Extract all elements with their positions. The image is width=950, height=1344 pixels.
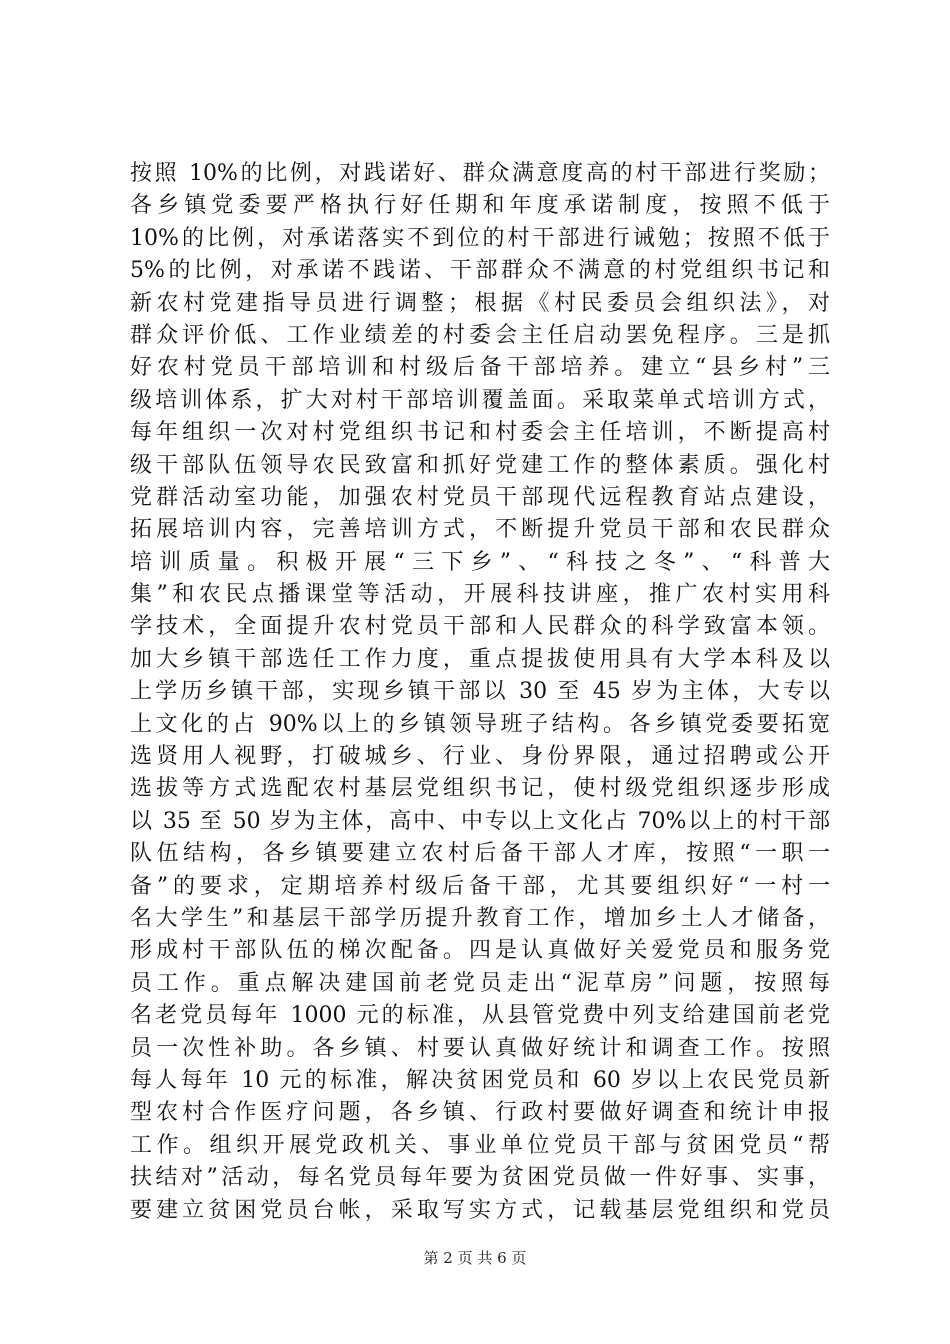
text-line: 级培训体系，扩大对村干部培训覆盖面。采取菜单式培训方式， [130,387,830,413]
body-text [130,158,830,1227]
text-line: 名老党员每年 1000 元的标准，从县管党费中列支给建国前老党 [130,1003,830,1029]
text-line: 学技术，全面提升农村党员干部和人民群众的科学致富本领。 [130,614,830,640]
text-line: 队伍结构，各乡镇要建立农村后备干部人才库，按照“一职一 [130,841,830,867]
text-line: 工作。组织开展党政机关、事业单位党员干部与贫困党员“帮 [130,1132,830,1158]
text-line: 10%的比例，对承诺落实不到位的村干部进行诫勉；按照不低于 [130,225,830,251]
text-line: 上文化的占 90%以上的乡镇领导班子结构。各乡镇党委要拓宽 [130,711,830,737]
text-line: 拓展培训内容，完善培训方式，不断提升党员干部和农民群众 [130,517,830,543]
text-line: 好农村党员干部培训和村级后备干部培养。建立“县乡村”三 [130,355,830,381]
text-line: 选拔等方式选配农村基层党组织书记，使村级党组织逐步形成 [130,776,830,802]
text-line: 选贤用人视野，打破城乡、行业、身份界限，通过招聘或公开 [130,744,830,770]
text-line: 形成村干部队伍的梯次配备。四是认真做好关爱党员和服务党 [130,938,830,964]
text-line: 集”和农民点播课堂等活动，开展科技讲座，推广农村实用科 [130,582,830,608]
text-line: 按照 10%的比例，对践诺好、群众满意度高的村干部进行奖励； [130,161,830,186]
page-footer: 第 2 页 共 6 页 [423,1249,527,1267]
text-line: 要建立贫困党员台帐，采取写实方式，记载基层党组织和党员 [130,1197,830,1223]
text-line: 备”的要求，定期培养村级后备干部，尤其要组织好“一村一 [130,873,830,899]
text-line: 新农村党建指导员进行调整；根据《村民委员会组织法》，对 [130,290,830,316]
text-line: 群众评价低、工作业绩差的村委会主任启动罢免程序。三是抓 [130,322,830,348]
text-line: 扶结对”活动，每名党员每年要为贫困党员做一件好事、实事， [130,1165,830,1191]
text-line: 培训质量。积极开展“三下乡”、“科技之冬”、“科普大 [130,549,830,575]
text-line: 各乡镇党委要严格执行好任期和年度承诺制度，按照不低于 [130,193,830,219]
text-line: 每年组织一次对村党组织书记和村委会主任培训，不断提高村 [130,420,830,446]
text-line: 员一次性补助。各乡镇、村要认真做好统计和调查工作。按照 [130,1035,830,1061]
text-line: 上学历乡镇干部，实现乡镇干部以 30 至 45 岁为主体，大专以 [130,679,830,705]
text-line: 名大学生”和基层干部学历提升教育工作，增加乡土人才储备， [130,905,830,931]
text-line: 5%的比例，对承诺不践诺、干部群众不满意的村党组织书记和 [130,258,830,284]
text-line: 员工作。重点解决建国前老党员走出“泥草房”问题，按照每 [130,970,830,996]
text-line: 党群活动室功能，加强农村党员干部现代远程教育站点建设， [130,484,830,510]
text-line: 以 35 至 50 岁为主体，高中、中专以上文化占 70%以上的村干部 [130,808,830,834]
text-line: 型农村合作医疗问题，各乡镇、行政村要做好调查和统计申报 [130,1100,830,1126]
text-line: 每人每年 10 元的标准，解决贫困党员和 60 岁以上农民党员新 [130,1067,830,1093]
text-line: 级干部队伍领导农民致富和抓好党建工作的整体素质。强化村 [130,452,830,478]
text-line: 加大乡镇干部选任工作力度，重点提拔使用具有大学本科及以 [130,646,830,672]
